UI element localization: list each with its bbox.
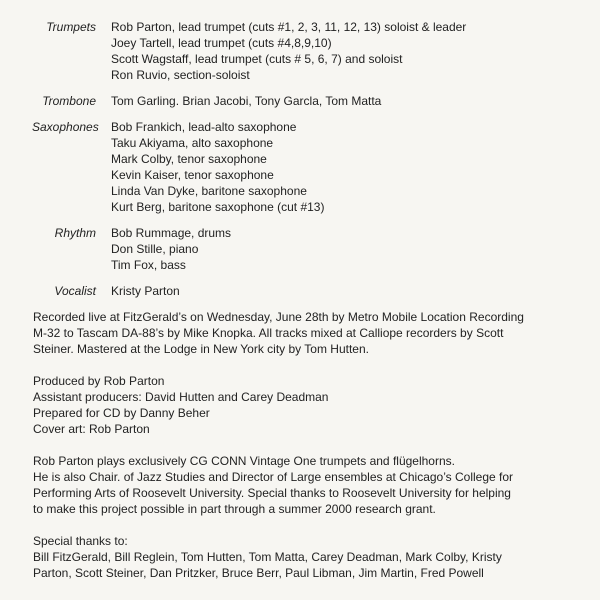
- member-line: Linda Van Dyke, baritone saxophone: [111, 184, 307, 198]
- member-list: [111, 19, 580, 83]
- section-saxophones: [32, 119, 580, 215]
- section-label: Rhythm: [54, 226, 96, 240]
- text-line: Bill FitzGerald, Bill Reglein, Tom Hutten, Tom Matta, Carey Deadman, Mark Colby, Kristy: [33, 550, 502, 564]
- section-trumpets: [32, 19, 580, 83]
- member-list: [111, 119, 580, 215]
- text-line: He is also Chair. of Jazz Studies and Director of Large ensembles at Chicago’s College for: [33, 470, 514, 484]
- special-thanks: [33, 533, 580, 581]
- text-line: Produced by Rob Parton: [33, 374, 165, 388]
- member-line: Taku Akiyama, alto saxophone: [111, 136, 274, 150]
- member-line: Rob Parton, lead trumpet (cuts #1, 2, 3, 11, 12, 13) soloist & leader: [111, 20, 467, 34]
- section-rhythm: [32, 225, 580, 273]
- section-trombone: [32, 93, 580, 109]
- text-line: Recorded live at FitzGerald’s on Wednesday, June 28th by Metro Mobile Location Recording: [33, 310, 524, 324]
- member-line: Kurt Berg, baritone saxophone (cut #13): [111, 200, 325, 214]
- personnel-roster: [32, 19, 580, 299]
- member-list: [111, 225, 580, 273]
- text-line: Special thanks to:: [33, 534, 128, 548]
- text-line: Performing Arts of Roosevelt University. Special thanks to Roosevelt University for helping: [33, 486, 511, 500]
- text-line: M-32 to Tascam DA-88’s by Mike Knopka. All tracks mixed at Calliope recorders by Scott: [33, 326, 504, 340]
- section-label: Saxophones: [32, 120, 99, 134]
- artist-bio: [33, 453, 580, 517]
- text-line: Cover art: Rob Parton: [33, 422, 150, 436]
- text-line: Assistant producers: David Hutten and Carey Deadman: [33, 390, 329, 404]
- member-line: Kristy Parton: [111, 284, 180, 298]
- member-list: [111, 93, 580, 109]
- member-line: Bob Rummage, drums: [111, 226, 232, 240]
- member-line: Scott Wagstaff, lead trumpet (cuts # 5, 6, 7) and soloist: [111, 52, 403, 66]
- member-line: Bob Frankich, lead-alto saxophone: [111, 120, 297, 134]
- text-line: Parton, Scott Steiner, Dan Pritzker, Bruce Berr, Paul Libman, Jim Martin, Fred Powell: [33, 566, 484, 580]
- text-line: Steiner. Mastered at the Lodge in New York city by Tom Hutten.: [33, 342, 369, 356]
- section-vocalist: [32, 283, 580, 299]
- member-line: Tom Garling. Brian Jacobi, Tony Garcla, Tom Matta: [111, 94, 382, 108]
- member-line: Kevin Kaiser, tenor saxophone: [111, 168, 274, 182]
- member-line: Don Stille, piano: [111, 242, 199, 256]
- text-line: Rob Parton plays exclusively CG CONN Vintage One trumpets and flügelhorns.: [33, 454, 455, 468]
- production-credits: [33, 373, 580, 437]
- section-label: Vocalist: [54, 284, 96, 298]
- section-label: Trombone: [42, 94, 96, 108]
- member-line: Joey Tartell, lead trumpet (cuts #4,8,9,10): [111, 36, 332, 50]
- text-line: Prepared for CD by Danny Beher: [33, 406, 210, 420]
- member-line: Mark Colby, tenor saxophone: [111, 152, 267, 166]
- recording-credits: [33, 309, 580, 357]
- member-line: Tim Fox, bass: [111, 258, 186, 272]
- section-label: Trumpets: [46, 20, 96, 34]
- credits-notes: [32, 309, 580, 581]
- member-line: Ron Ruvio, section-soloist: [111, 68, 250, 82]
- member-list: [111, 283, 580, 299]
- text-line: to make this project possible in part through a summer 2000 research grant.: [33, 502, 436, 516]
